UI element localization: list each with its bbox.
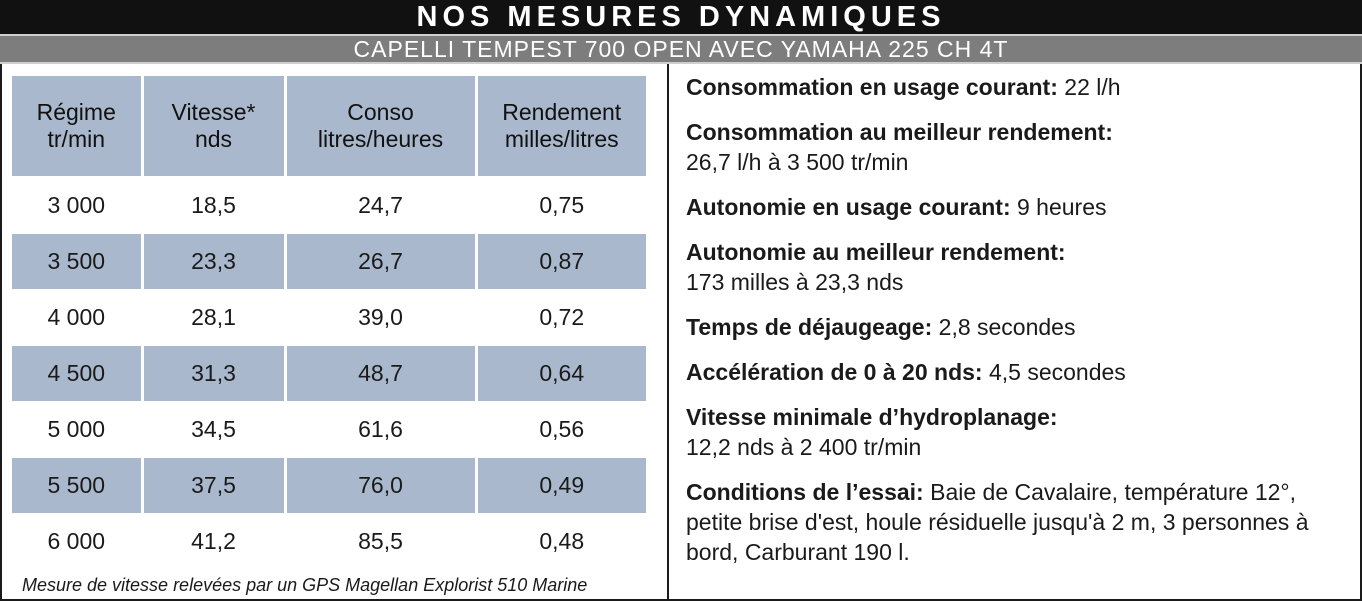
table-row xyxy=(12,289,646,345)
table-row xyxy=(12,457,646,513)
table-cell: 3 500 xyxy=(12,233,142,289)
spec-label: Consommation en usage courant xyxy=(686,74,1051,100)
spec-value: 12,2 nds à 2 400 tr/min xyxy=(686,434,922,460)
spec-separator: : xyxy=(924,314,939,340)
page-title: NOS MESURES DYNAMIQUES xyxy=(0,0,1362,34)
spec-separator: : xyxy=(1057,239,1066,265)
spec-label: Conditions de l’essai xyxy=(686,479,917,505)
spec-label: Accélération de 0 à 20 nds xyxy=(686,359,975,385)
table-row xyxy=(12,401,646,457)
table-cell: 0,75 xyxy=(476,177,646,233)
spec-conso-usage-courant xyxy=(686,72,1346,102)
column-header-line: nds xyxy=(194,125,233,152)
table-row xyxy=(12,177,646,233)
table-row xyxy=(12,513,646,569)
table-cell: 28,1 xyxy=(142,289,285,345)
table-cell: 34,5 xyxy=(142,401,285,457)
spec-separator: : xyxy=(1050,74,1065,100)
spec-conso-meilleur-rendement xyxy=(686,117,1346,177)
table-cell: 4 000 xyxy=(12,289,142,345)
table-footnote: Mesure de vitesse relevées par un GPS Magellan Explorist 510 Marine xyxy=(22,575,588,595)
table-cell: 24,7 xyxy=(285,177,476,233)
specs-list xyxy=(686,72,1346,582)
spec-temps-dejaugeage xyxy=(686,312,1346,342)
spec-value: 26,7 l/h à 3 500 tr/min xyxy=(686,149,909,175)
spec-value: 22 l/h xyxy=(1064,74,1121,100)
table-cell: 48,7 xyxy=(285,345,476,401)
column-header-rendement xyxy=(476,76,646,177)
spec-label: Vitesse minimale d’hydroplanage xyxy=(686,404,1050,430)
spec-label: Autonomie en usage courant xyxy=(686,194,1003,220)
spec-label: Temps de déjaugeage xyxy=(686,314,925,340)
table-cell: 0,72 xyxy=(476,289,646,345)
table-cell: 5 500 xyxy=(12,457,142,513)
table-cell: 41,2 xyxy=(142,513,285,569)
table-cell: 37,5 xyxy=(142,457,285,513)
spec-separator: : xyxy=(916,479,931,505)
table-cell: 3 000 xyxy=(12,177,142,233)
table-cell: 0,64 xyxy=(476,345,646,401)
spec-separator: : xyxy=(1049,404,1058,430)
table-row xyxy=(12,345,646,401)
spec-separator: : xyxy=(1002,194,1017,220)
table-cell: 4 500 xyxy=(12,345,142,401)
table-cell: 39,0 xyxy=(285,289,476,345)
column-header-line: Rendement xyxy=(502,98,622,125)
table-cell: 0,49 xyxy=(476,457,646,513)
spec-value: 173 milles à 23,3 nds xyxy=(686,269,904,295)
table-cell: 0,56 xyxy=(476,401,646,457)
spec-vitesse-hydroplanage xyxy=(686,402,1346,462)
spec-label: Autonomie au meilleur rendement xyxy=(686,239,1058,265)
column-divider xyxy=(667,64,669,601)
column-header-line: Conso xyxy=(347,98,414,125)
spec-autonomie-meilleur-rendement xyxy=(686,237,1346,297)
table-cell: 26,7 xyxy=(285,233,476,289)
table-cell: 18,5 xyxy=(142,177,285,233)
spec-conditions-essai xyxy=(686,477,1346,567)
spec-value: 2,8 secondes xyxy=(938,314,1076,340)
spec-autonomie-usage-courant xyxy=(686,192,1346,222)
column-header-vitesse xyxy=(142,76,285,177)
column-header-line: tr/min xyxy=(47,125,105,152)
spec-separator: : xyxy=(1105,119,1113,145)
table-header-row xyxy=(12,76,646,177)
page-subtitle: CAPELLI TEMPEST 700 OPEN AVEC YAMAHA 225 CH 4T xyxy=(0,34,1362,64)
column-header-regime xyxy=(12,76,142,177)
spec-value: 4,5 secondes xyxy=(988,359,1126,385)
spec-separator: : xyxy=(974,359,989,385)
table-row xyxy=(12,233,646,289)
table-cell: 6 000 xyxy=(12,513,142,569)
measurements-table-container xyxy=(12,76,646,570)
measurements-table xyxy=(12,76,646,570)
table-cell: 5 000 xyxy=(12,401,142,457)
spec-value: 9 heures xyxy=(1017,194,1107,220)
table-cell: 76,0 xyxy=(285,457,476,513)
column-header-conso xyxy=(285,76,476,177)
table-cell: 85,5 xyxy=(285,513,476,569)
spec-acceleration xyxy=(686,357,1346,387)
table-cell: 23,3 xyxy=(142,233,285,289)
table-cell: 31,3 xyxy=(142,345,285,401)
column-header-line: milles/litres xyxy=(504,125,619,152)
spec-label: Consommation au meilleur rendement xyxy=(686,119,1106,145)
column-header-line: litres/heures xyxy=(317,125,444,152)
table-cell: 61,6 xyxy=(285,401,476,457)
table-cell: 0,48 xyxy=(476,513,646,569)
table-cell: 0,87 xyxy=(476,233,646,289)
spec-value: Baie de Cavalaire, xyxy=(930,479,1119,505)
column-header-line: Régime xyxy=(36,98,116,125)
column-header-line: Vitesse* xyxy=(171,98,256,125)
spec-value-continued: température 12°, petite brise d'est, houle résiduelle jusqu'à 2 m, 3 personnes à bord, Carburant 190 l. xyxy=(686,479,1309,565)
